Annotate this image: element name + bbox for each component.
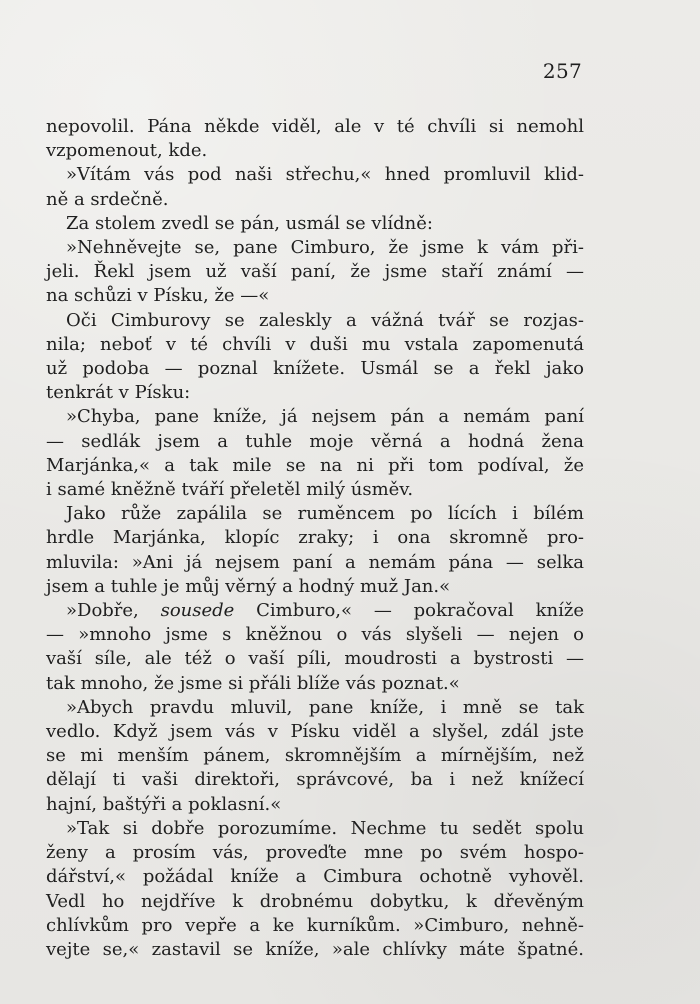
text-line: tenkrát v Písku:	[46, 382, 191, 404]
text-fragment: »Dobře,	[66, 600, 161, 622]
text-line: nepovolil. Pána někde viděl, ale v té chvíli si nemohl	[46, 116, 584, 137]
text-line: vzpomenout, kde.	[46, 140, 208, 162]
text-line: Jako růže zapálila se ruměncem po lících i bílém	[66, 503, 584, 525]
text-line: ně a srdečně.	[46, 188, 169, 210]
text-line: se mi menším pánem, skromnějším a mírnějším, než	[46, 745, 584, 767]
text-fragment: Cimburo,« — pokračoval kníže	[234, 600, 584, 622]
text-line: Za stolem zvedl se pán, usmál se vlídně:	[66, 212, 433, 234]
page-number: 257	[542, 59, 582, 83]
text-line: i samé kněžně tváří přeletěl milý úsměv.	[46, 479, 414, 501]
text-line: jeli. Řekl jsem už vaší paní, že jsme staří známí —	[46, 261, 584, 283]
text-line-with-italic	[46, 599, 584, 623]
text-line: Vedl ho nejdříve k drobnému dobytku, k dřevěným	[46, 890, 584, 912]
text-line: tak mnoho, že jsme si přáli blíže vás poznat.«	[46, 672, 460, 694]
text-line: Oči Cimburovy se zaleskly a vážná tvář se rozjas-	[66, 309, 584, 331]
text-line: mluvila: »Ani já nejsem paní a nemám pána — selka	[46, 551, 584, 573]
text-line: na schůzi v Písku, že —«	[46, 285, 270, 307]
text-line: nila; neboť v té chvíli v duši mu vstala zapomenutá	[46, 333, 584, 355]
text-line: vejte se,« zastavil se kníže, »ale chlívky máte špatné.	[46, 938, 584, 960]
text-line: »Abych pravdu mluvil, pane kníže, i mně se tak	[66, 696, 584, 718]
italic-word: sousede	[160, 600, 235, 622]
text-line: — »mnoho jsme s kněžnou o vás slyšeli — nejen o	[46, 624, 584, 646]
text-line: vedlo. Když jsem vás v Písku viděl a slyšel, zdál jste	[46, 721, 584, 743]
text-line: hajní, baštýři a poklasní.«	[46, 793, 282, 815]
text-line: »Tak si dobře porozumíme. Nechme tu sedět spolu	[66, 817, 584, 839]
text-line: »Chyba, pane kníže, já nejsem pán a nemám paní	[66, 406, 584, 428]
text-line: vaší síle, ale též o vaší píli, moudrosti a bystrosti —	[46, 648, 584, 670]
text-line: hrdle Marjánka, klopíc zraky; i ona skromně pro-	[46, 527, 584, 549]
text-line: dářství,« požádal kníže a Cimbura ochotně vyhověl.	[46, 866, 584, 888]
text-line: ženy a prosím vás, proveďte mne po svém hospo-	[46, 842, 584, 864]
text-line: jsem a tuhle je můj věrný a hodný muž Jan.«	[46, 575, 451, 597]
text-line: »Vítám vás pod naši střechu,« hned promluvil klid-	[66, 164, 584, 186]
text-line: chlívkům pro vepře a ke kurníkům. »Cimburo, nehně-	[46, 914, 584, 936]
text-line: už podoba — poznal knížete. Usmál se a řekl jako	[46, 358, 584, 380]
page-text	[46, 115, 584, 962]
text-line: — sedlák jsem a tuhle moje věrná a hodná žena	[46, 430, 584, 452]
text-line: dělají ti vaši direktoři, správcové, ba i než knížecí	[46, 769, 584, 791]
text-line: »Nehněvejte se, pane Cimburo, že jsme k vám při-	[66, 237, 584, 259]
text-line: Marjánka,« a tak mile se na ni při tom podíval, že	[46, 454, 584, 476]
